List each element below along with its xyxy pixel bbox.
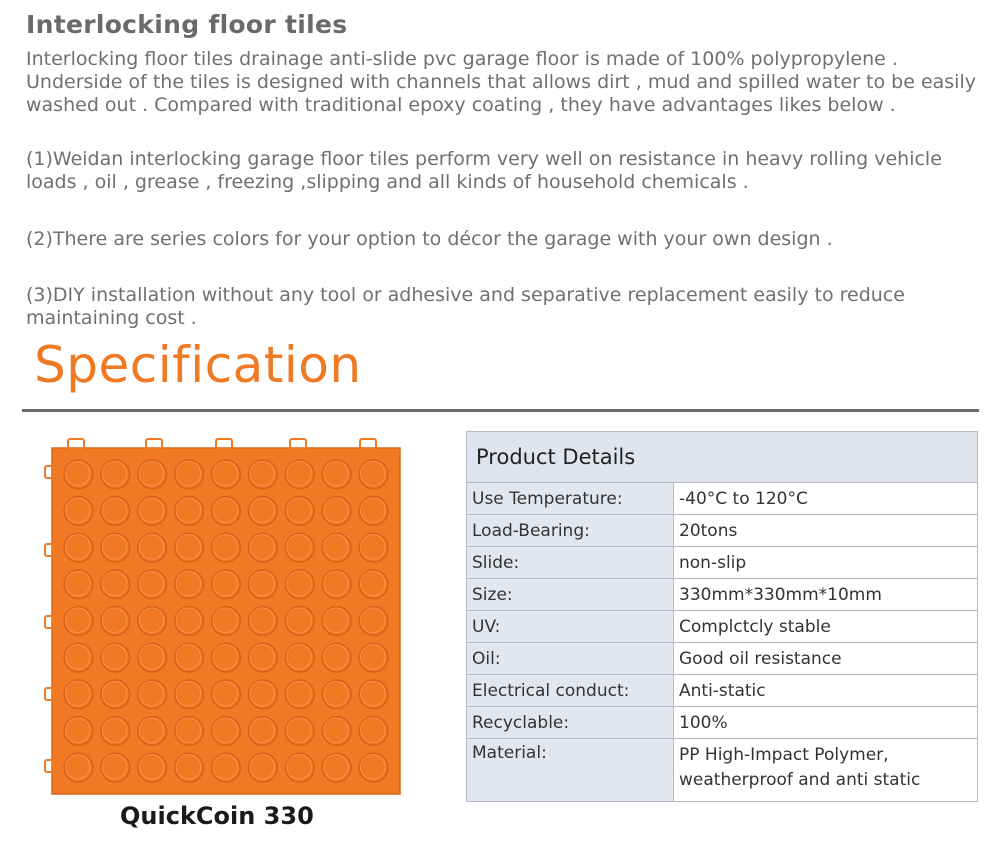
coin [249,607,278,636]
table-title: Product Details [467,432,978,483]
row-value: 330mm*330mm*10mm [674,579,978,611]
section-divider [22,409,979,412]
coin [175,497,204,526]
coin [322,570,351,599]
row-label: Recyclable: [467,707,674,739]
coin [212,570,241,599]
advantage-point-1: (1)Weidan interlocking garage floor tiles perform very well on resistance in heavy rolling vehicle loads , oil , grease , freezing ,slipping and all kinds of household chemicals . [26,148,942,193]
table-row [467,707,978,739]
coin [249,497,278,526]
coin [101,497,130,526]
table-row [467,739,978,802]
coin [322,533,351,562]
coin [175,607,204,636]
coin [285,533,314,562]
coin [138,460,167,489]
coin [175,570,204,599]
row-value: Good oil resistance [674,643,978,675]
table-row [467,547,978,579]
coin [285,570,314,599]
row-value: 100% [674,707,978,739]
row-label: Size: [467,579,674,611]
coin [359,497,388,526]
coin [64,460,93,489]
coin [64,570,93,599]
coin [249,753,278,782]
coin [322,497,351,526]
row-value: -40°C to 120°C [674,483,978,515]
coin [285,753,314,782]
coin [175,460,204,489]
row-label: Load-Bearing: [467,515,674,547]
coin [138,717,167,746]
row-label: Electrical conduct: [467,675,674,707]
coin [285,607,314,636]
coin [175,643,204,672]
coin [175,753,204,782]
coin [212,607,241,636]
row-label: Material: [467,739,674,802]
coin [359,753,388,782]
coin [64,717,93,746]
table-row [467,579,978,611]
row-value: Complctcly stable [674,611,978,643]
row-label: UV: [467,611,674,643]
coin [64,680,93,709]
row-value: 20tons [674,515,978,547]
coin [322,717,351,746]
coin [101,643,130,672]
coin [249,680,278,709]
coin [212,460,241,489]
coin [138,753,167,782]
coin [359,570,388,599]
coin [212,533,241,562]
coin [101,680,130,709]
coin [212,497,241,526]
coin [138,680,167,709]
advantage-point-3: (3)DIY installation without any tool or adhesive and separative replacement easily to reduce maintaining cost . [26,284,905,329]
coin [249,717,278,746]
coin [138,533,167,562]
coin [212,680,241,709]
coin [101,717,130,746]
coin [64,753,93,782]
coin [359,607,388,636]
coin [138,607,167,636]
product-image [44,436,408,798]
coin [249,643,278,672]
coin [285,717,314,746]
coin [101,570,130,599]
coin [138,570,167,599]
coin [138,497,167,526]
coin [212,643,241,672]
coin [285,680,314,709]
table-row [467,611,978,643]
coin [322,460,351,489]
row-label: Slide: [467,547,674,579]
table-row [467,643,978,675]
coin [249,460,278,489]
coin [359,680,388,709]
row-value: Anti-static [674,675,978,707]
floor-tile-illustration [44,436,408,798]
coin [285,460,314,489]
coin [359,717,388,746]
coin [285,497,314,526]
coin [64,607,93,636]
coin [212,753,241,782]
coin [249,533,278,562]
coin [175,680,204,709]
product-caption: QuickCoin 330 [120,802,314,830]
advantage-point-2: (2)There are series colors for your option to décor the garage with your own design . [26,228,833,250]
coin [212,717,241,746]
coin [322,643,351,672]
coin [359,643,388,672]
coin [285,643,314,672]
coin [138,643,167,672]
coin [175,533,204,562]
coin [101,607,130,636]
table-row [467,483,978,515]
coin [322,607,351,636]
section-heading: Interlocking floor tiles [26,10,348,39]
coin [64,643,93,672]
coin [101,533,130,562]
coin [175,717,204,746]
product-details-table [466,431,978,802]
coin [101,753,130,782]
coin [64,533,93,562]
coin [322,753,351,782]
coin [249,570,278,599]
row-value: non-slip [674,547,978,579]
table-row [467,675,978,707]
coin [359,460,388,489]
specification-title: Specification [34,336,362,394]
table-row [467,515,978,547]
row-label: Use Temperature: [467,483,674,515]
coin [359,533,388,562]
row-value: PP High-Impact Polymer, weatherproof and anti static [674,739,978,802]
coin [101,460,130,489]
coin [322,680,351,709]
coin [64,497,93,526]
intro-paragraph: Interlocking floor tiles drainage anti-slide pvc garage floor is made of 100% polypropylene . Underside of the tiles is designed with channels that allows dirt , mud and spilled water to be easily washed out . Compared with traditional epoxy coating , they have advantages likes below . [26,48,976,116]
row-label: Oil: [467,643,674,675]
